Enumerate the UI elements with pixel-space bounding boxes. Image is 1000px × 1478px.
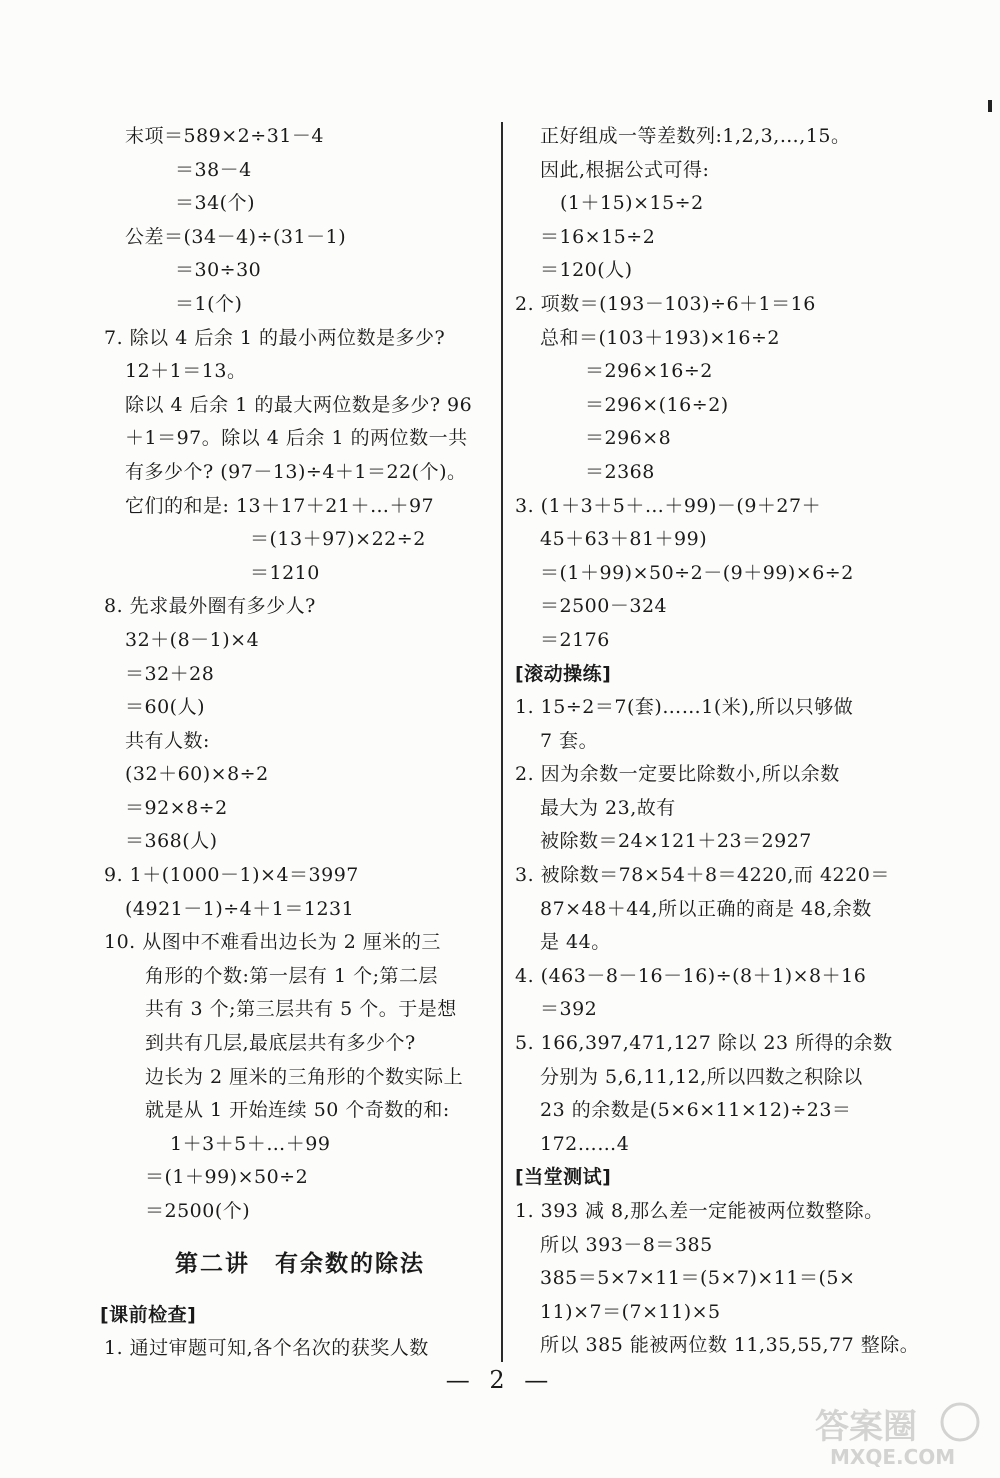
solution-line: 是 44。 <box>540 931 611 954</box>
right-solution-lines-b <box>515 691 915 1161</box>
solution-line: 2. 项数＝(193－103)÷6＋1＝16 <box>515 292 816 315</box>
solution-line: 正好组成一等差数列:1,2,3,…,15。 <box>540 125 851 147</box>
solution-line: 1. 15÷2＝7(套)……1(米),所以只够做 <box>515 696 854 719</box>
solution-line: ＝2500(个) <box>145 1200 251 1222</box>
solution-line: ＝2176 <box>540 628 610 651</box>
solution-line: 172……4 <box>540 1132 630 1155</box>
page-number: — 2 — <box>445 1366 555 1394</box>
left-column <box>100 120 500 1366</box>
solution-line: 5. 166,397,471,127 除以 23 所得的余数 <box>515 1032 893 1055</box>
solution-line: 到共有几层,最底层共有多少个? <box>145 1032 416 1055</box>
solution-line: (4921－1)÷4＋1＝1231 <box>125 897 355 920</box>
solution-line: 所以 385 能被两位数 11,35,55,77 整除。 <box>540 1334 920 1357</box>
solution-line: 1＋3＋5＋…＋99 <box>170 1132 331 1155</box>
solution-line: ＝32＋28 <box>125 662 215 685</box>
solution-line: ＝30÷30 <box>175 259 262 282</box>
solution-line: ＝368(人) <box>125 830 218 853</box>
solution-line: 被除数＝24×121＋23＝2927 <box>540 830 812 853</box>
solution-line: (1＋15)×15÷2 <box>560 192 704 215</box>
chapter-heading: 第二讲 有余数的除法 <box>175 1250 425 1277</box>
right-solution-lines-c <box>515 1195 920 1363</box>
solution-line: ＝38－4 <box>175 158 252 181</box>
left-solution-lines <box>100 120 500 1229</box>
solution-line: 1. 393 减 8,那么差一定能被两位数整除。 <box>515 1200 884 1222</box>
solution-line: 总和＝(103＋193)×16÷2 <box>540 326 780 349</box>
solution-line: 11)×7＝(7×11)×5 <box>540 1300 721 1323</box>
solution-line: ＝2368 <box>585 460 655 483</box>
watermark-logo <box>810 1400 980 1470</box>
solution-line: ＝1(个) <box>175 292 243 315</box>
solution-line: 4. (463－8－16－16)÷(8＋1)×8＋16 <box>515 964 867 987</box>
solution-line: 就是从 1 开始连续 50 个奇数的和: <box>145 1099 450 1122</box>
solution-line: 它们的和是: 13＋17＋21＋…＋97 <box>125 494 435 517</box>
solution-line: ＝92×8÷2 <box>125 796 228 819</box>
right-solution-lines-a <box>515 120 915 658</box>
solution-line: 所以 393－8＝385 <box>540 1233 713 1256</box>
watermark-domain: MXQE.COM <box>830 1445 956 1469</box>
solution-line: 末项＝589×2÷31－4 <box>125 125 324 147</box>
solution-line: 分别为 5,6,11,12,所以四数之积除以 <box>540 1065 863 1088</box>
right-column <box>515 120 920 1363</box>
solution-line: 角形的个数:第一层有 1 个;第二层 <box>145 964 438 987</box>
solution-line: 87×48＋44,所以正确的商是 48,余数 <box>540 897 872 920</box>
column-divider <box>501 122 503 1362</box>
section-label-class-test: [当堂测试] <box>515 1166 612 1189</box>
solution-line: 因此,根据公式可得: <box>540 158 710 181</box>
solution-line: ＝120(人) <box>540 259 633 282</box>
solution-line: ＝1210 <box>250 561 320 584</box>
solution-line: 9. 1＋(1000－1)×4＝3997 <box>104 864 359 887</box>
solution-line: ＝34(个) <box>175 192 256 215</box>
solution-line: ＝(13＋97)×22÷2 <box>250 528 426 551</box>
solution-line: ＋1＝97。除以 4 后余 1 的两位数一共 <box>125 427 468 450</box>
solution-line: 3. (1＋3＋5＋…＋99)－(9＋27＋ <box>515 494 822 517</box>
solution-line: ＝(1＋99)×50÷2 <box>145 1166 309 1189</box>
section-label-pre-check: [课前检查] <box>100 1303 197 1326</box>
solution-line: 有多少个? (97－13)÷4＋1＝22(个)。 <box>125 460 467 483</box>
solution-line: ＝296×16÷2 <box>585 360 713 383</box>
solution-line: 共有人数: <box>125 729 210 752</box>
solution-line: 32＋(8－1)×4 <box>125 628 260 651</box>
solution-line: 3. 被除数＝78×54＋8＝4220,而 4220＝ <box>515 864 890 887</box>
solution-line: 385＝5×7×11＝(5×7)×11＝(5× <box>540 1267 856 1290</box>
solution-line: ＝392 <box>540 998 598 1021</box>
solution-line: 12＋1＝13。 <box>125 360 247 383</box>
solution-line: 边长为 2 厘米的三角形的个数实际上 <box>145 1065 464 1088</box>
left-last-line: 1. 通过审题可知,各个名次的获奖人数 <box>104 1337 429 1360</box>
solution-line: 公差＝(34－4)÷(31－1) <box>125 225 347 248</box>
solution-line: ＝296×8 <box>585 427 672 450</box>
solution-line: 2. 因为余数一定要比除数小,所以余数 <box>515 763 840 786</box>
watermark-text: 答案圈 <box>815 1407 917 1447</box>
solution-line: 7. 除以 4 后余 1 的最小两位数是多少? <box>104 326 446 349</box>
solution-line: 45＋63＋81＋99) <box>540 528 708 551</box>
solution-line: 最大为 23,故有 <box>540 796 676 819</box>
solution-line: 8. 先求最外圈有多少人? <box>104 595 316 618</box>
solution-line: 23 的余数是(5×6×11×12)÷23＝ <box>540 1099 852 1122</box>
solution-line: 7 套。 <box>540 729 599 752</box>
solution-line: ＝296×(16÷2) <box>585 393 729 416</box>
solution-line: ＝16×15÷2 <box>540 225 656 248</box>
solution-line: 10. 从图中不难看出边长为 2 厘米的三 <box>104 931 441 954</box>
solution-line: ＝(1＋99)×50÷2－(9＋99)×6÷2 <box>540 561 854 584</box>
section-label-rolling: [滚动操练] <box>515 662 612 685</box>
solution-line: 除以 4 后余 1 的最大两位数是多少? 96 <box>125 393 473 416</box>
solution-line: ＝2500－324 <box>540 595 668 618</box>
solution-line: 共有 3 个;第三层共有 5 个。于是想 <box>145 998 457 1021</box>
solution-line: ＝60(人) <box>125 696 206 719</box>
solution-line: (32＋60)×8÷2 <box>125 763 269 786</box>
scan-mark <box>988 100 992 112</box>
